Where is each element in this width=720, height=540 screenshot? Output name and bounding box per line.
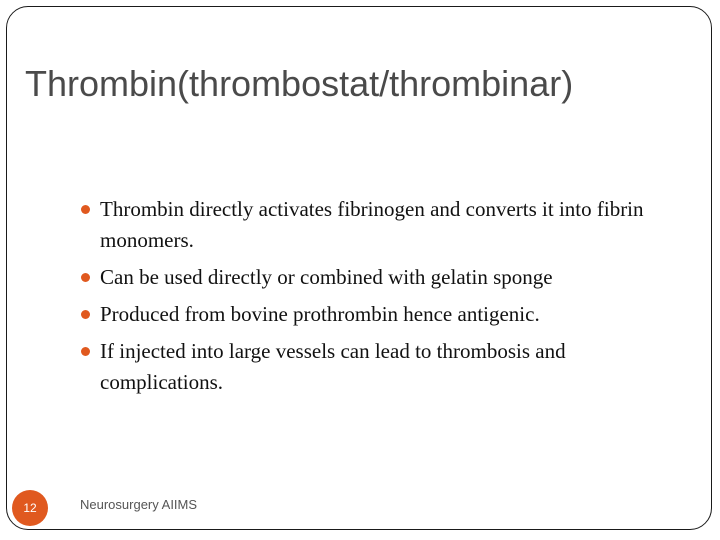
bullet-dot-icon bbox=[81, 205, 90, 214]
list-item bbox=[80, 299, 680, 330]
bullet-dot-icon bbox=[81, 310, 90, 319]
slide-title: Thrombin(thrombostat/thrombinar) bbox=[25, 63, 574, 104]
bullet-dot-icon bbox=[81, 273, 90, 282]
bullet-list bbox=[80, 194, 680, 404]
bullet-text: If injected into large vessels can lead to thrombosis and complications. bbox=[100, 339, 566, 394]
bullet-text: Produced from bovine prothrombin hence antigenic. bbox=[100, 302, 540, 326]
page-number-badge: 12 bbox=[12, 490, 48, 526]
bullet-text: Can be used directly or combined with gelatin sponge bbox=[100, 265, 553, 289]
list-item bbox=[80, 262, 680, 293]
list-item bbox=[80, 194, 680, 256]
bullet-dot-icon bbox=[81, 347, 90, 356]
footer-text: Neurosurgery AIIMS bbox=[80, 497, 198, 512]
list-item bbox=[80, 336, 680, 398]
bullet-text: Thrombin directly activates fibrinogen and converts it into fibrin monomers. bbox=[100, 197, 644, 252]
